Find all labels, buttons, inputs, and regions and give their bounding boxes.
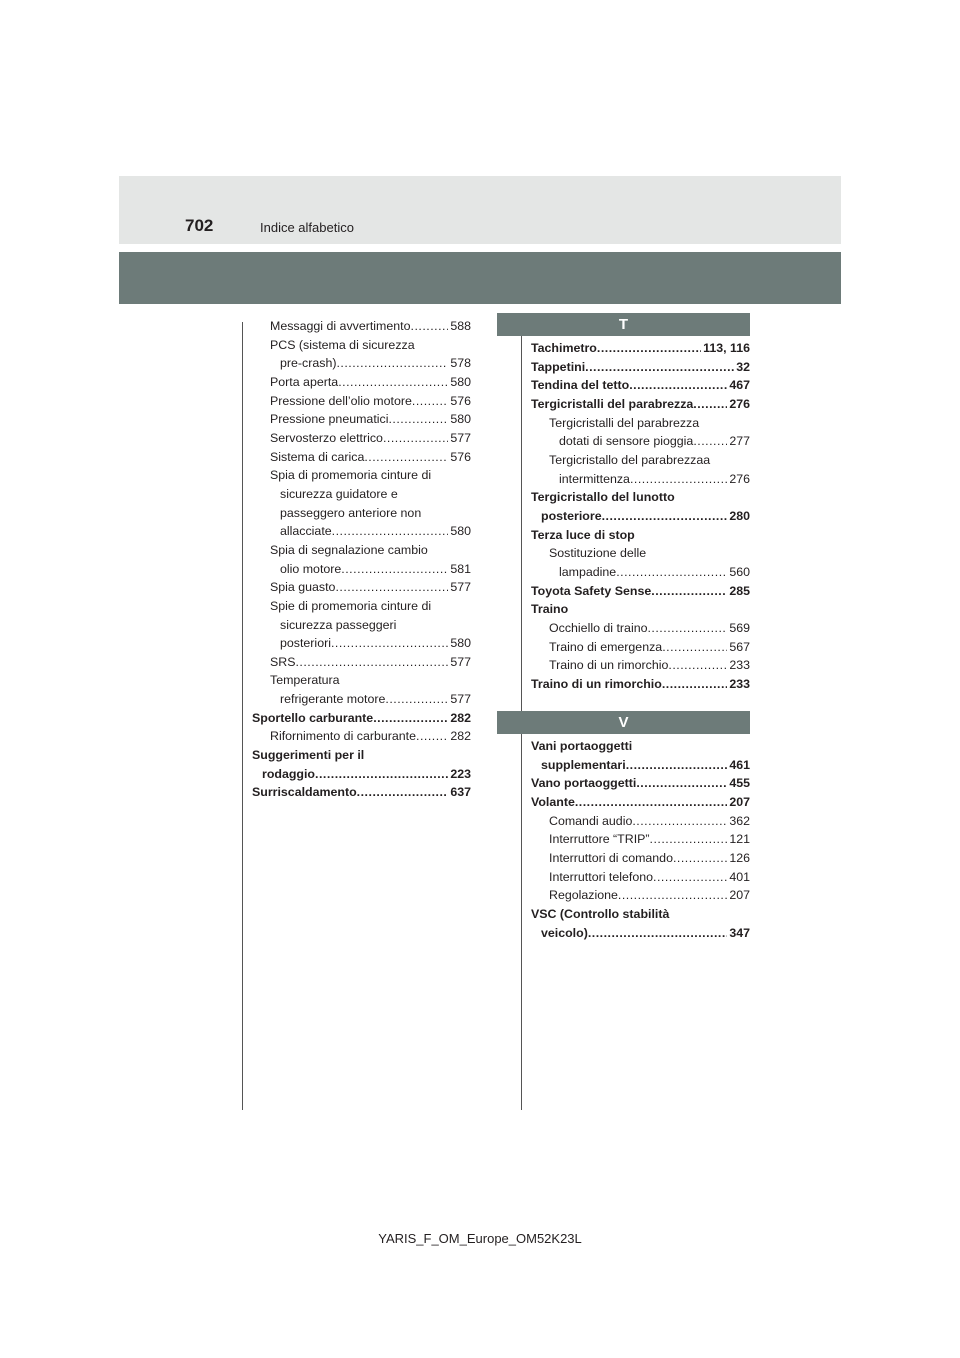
index-page-ref: 580 (450, 524, 471, 539)
index-entry-line (531, 563, 750, 582)
dot-leader (332, 522, 449, 541)
index-page-ref: 207 (729, 794, 750, 809)
index-entry-text: Sostituzione delle (549, 546, 647, 561)
index-entry-line (252, 373, 471, 392)
dot-leader (335, 578, 448, 597)
dot-leader (412, 392, 448, 411)
index-entry-text: Tergicristalli del parabrezza (549, 415, 700, 430)
index-entry-text: posteriori (280, 636, 331, 651)
index-entry (531, 849, 750, 868)
index-entry-line (531, 507, 750, 526)
index-entry (531, 886, 750, 905)
index-entry (531, 414, 750, 451)
index-page-ref: 467 (729, 378, 750, 393)
index-page-ref: 362 (729, 813, 750, 828)
index-entry-text: Sistema di carica (270, 449, 365, 464)
index-entry-text: allacciate (280, 524, 332, 539)
column-divider-left (242, 322, 243, 1110)
index-entry-text: olio motore (280, 561, 342, 576)
index-entry-text: Messaggi di avvertimento (270, 319, 411, 333)
index-page-ref: 276 (729, 471, 750, 486)
index-entry-text: Interruttori telefono (549, 869, 654, 884)
index-entry-text: Spia di promemoria cinture di (270, 468, 432, 483)
index-entry-line (252, 410, 471, 429)
index-page-ref: 637 (450, 785, 471, 800)
index-entry (252, 392, 471, 411)
index-entry-text: posteriore (541, 508, 602, 523)
index-page-ref: 401 (729, 869, 750, 884)
index-page-ref: 576 (450, 449, 471, 464)
index-entry-line (531, 812, 750, 831)
index-page-ref: 277 (729, 434, 750, 449)
index-entry-text: Comandi audio (549, 813, 633, 828)
index-entry (531, 737, 750, 774)
dot-leader (693, 432, 727, 451)
index-entry-line (252, 597, 471, 616)
index-entry (252, 709, 471, 728)
index-entry-text: Interruttore “TRIP” (549, 832, 650, 847)
index-entry-line (252, 392, 471, 411)
index-column-s (252, 317, 471, 802)
index-entry-text: Toyota Safety Sense (531, 583, 652, 598)
header-band (119, 176, 841, 244)
index-entry-text: Vano portaoggetti (531, 776, 637, 791)
index-entry (252, 671, 471, 708)
index-entry (252, 410, 471, 429)
index-page-ref: 282 (450, 729, 471, 744)
index-entry-text: Traino di un rimorchio (531, 676, 662, 691)
dot-leader (315, 765, 448, 784)
index-page-ref: 588 (450, 319, 471, 333)
index-page-ref: 569 (729, 620, 750, 635)
index-entry-text: Sportello carburante (252, 710, 374, 725)
dot-leader (626, 756, 728, 775)
index-entry-text: Surriscaldamento (252, 785, 357, 800)
index-entry-text: Vani portaoggetti (531, 739, 633, 753)
index-entry-text: SRS (270, 654, 296, 669)
index-entry-text: Terza luce di stop (531, 527, 635, 542)
index-entry (531, 339, 750, 358)
index-entry-text: VSC (Controllo stabilità (531, 906, 670, 921)
index-entry-line (531, 582, 750, 601)
index-page-ref: 126 (729, 850, 750, 865)
index-page-ref: 578 (450, 356, 471, 371)
dot-leader (383, 429, 448, 448)
index-entry (531, 376, 750, 395)
index-entry-line (531, 656, 750, 675)
index-entry-line (252, 522, 471, 541)
index-entry (531, 544, 750, 581)
index-page-ref: 580 (450, 374, 471, 389)
header-dark-band (119, 252, 841, 304)
index-entry-line (252, 485, 471, 504)
dot-leader (411, 317, 449, 336)
index-page-ref: 121 (729, 832, 750, 847)
index-entry-text: supplementari (541, 757, 626, 772)
index-entry-text: Tappetini (531, 359, 586, 374)
index-entry-text: intermittenza (559, 471, 630, 486)
index-entry (252, 727, 471, 746)
dot-leader (364, 448, 448, 467)
index-entry-line (531, 600, 750, 619)
index-entry (531, 774, 750, 793)
index-entry-text: Suggerimenti per il (252, 748, 365, 763)
index-page-ref: 577 (450, 580, 471, 595)
index-entry-text: sicurezza passeggeri (280, 617, 397, 632)
index-entry-line (252, 653, 471, 672)
index-entry-line (252, 671, 471, 690)
index-entry-text: Tendina del tetto (531, 378, 630, 393)
index-entry (531, 675, 750, 694)
dot-leader (585, 358, 734, 377)
index-entry-text: Temperatura (270, 673, 340, 688)
index-entry-text: Traino di emergenza (549, 639, 663, 654)
index-page-ref: 285 (729, 583, 750, 598)
index-entry-text: PCS (sistema di sicurezza (270, 337, 415, 352)
dot-leader (693, 395, 727, 414)
dot-leader (385, 690, 448, 709)
index-page-ref: 580 (450, 636, 471, 651)
index-entry (531, 451, 750, 488)
dot-leader (662, 638, 727, 657)
index-entry (252, 317, 471, 336)
dot-leader (647, 619, 727, 638)
index-entry-text: refrigerante motore (280, 692, 386, 707)
index-entry-text: Servosterzo elettrico (270, 430, 383, 445)
index-entry-line (252, 317, 471, 336)
index-entry-line (531, 849, 750, 868)
index-entry-line (531, 638, 750, 657)
index-entry-text: rodaggio (262, 766, 315, 781)
index-page-ref: 577 (450, 430, 471, 445)
index-page-ref: 347 (729, 925, 750, 940)
index-entry-line (531, 414, 750, 433)
index-page-ref: 207 (729, 888, 750, 903)
index-entry (531, 793, 750, 812)
dot-leader (597, 339, 701, 358)
index-entry-line (252, 634, 471, 653)
dot-leader (668, 656, 727, 675)
index-entry-line (252, 690, 471, 709)
letter-header-t: T (497, 313, 750, 336)
index-page-ref: 567 (729, 639, 750, 654)
index-entry (531, 488, 750, 525)
dot-leader (653, 868, 727, 887)
index-page-ref: 282 (450, 710, 471, 725)
index-column-v (531, 737, 750, 942)
index-entry-text: Spia di segnalazione cambio (270, 542, 428, 557)
index-entry-text: Tergicristallo del lunotto (531, 490, 675, 505)
index-entry-text: lampadine (559, 564, 617, 579)
dot-leader (636, 774, 727, 793)
index-entry-line (252, 560, 471, 579)
index-entry-line (252, 504, 471, 523)
index-entry (531, 868, 750, 887)
index-entry (252, 578, 471, 597)
index-entry-line (252, 578, 471, 597)
index-entry-text: Pressione pneumatici (270, 412, 389, 427)
index-entry-line (531, 675, 750, 694)
dot-leader (630, 470, 727, 489)
dot-leader (618, 886, 727, 905)
index-entry (252, 373, 471, 392)
index-entry-text: Rifornimento di carburante (270, 729, 417, 744)
index-entry-text: Spia guasto (270, 580, 336, 595)
dot-leader (673, 849, 727, 868)
index-column-t (531, 339, 750, 693)
index-entry-line (531, 451, 750, 470)
dot-leader (662, 675, 728, 694)
dot-leader (338, 373, 448, 392)
index-entry (252, 429, 471, 448)
index-page-ref: 455 (729, 776, 750, 791)
index-entry-text: passeggero anteriore non (280, 505, 422, 520)
index-entry-line (531, 830, 750, 849)
index-entry-line (252, 616, 471, 635)
index-page-ref: 576 (450, 393, 471, 408)
index-entry-line (531, 358, 750, 377)
index-entry-line (252, 765, 471, 784)
index-entry-line (531, 924, 750, 943)
index-entry (252, 746, 471, 783)
index-entry-text: Porta aperta (270, 374, 339, 389)
index-page-ref: 461 (729, 757, 750, 772)
dot-leader (373, 709, 448, 728)
index-entry (252, 336, 471, 373)
index-page-ref: 276 (729, 396, 750, 411)
index-entry-text: pre-crash) (280, 356, 337, 371)
index-entry-line (531, 395, 750, 414)
index-entry (252, 783, 471, 802)
index-entry (252, 466, 471, 541)
index-entry-line (252, 429, 471, 448)
index-entry (252, 597, 471, 653)
index-entry (252, 541, 471, 578)
index-entry-line (252, 354, 471, 373)
dot-leader (331, 634, 448, 653)
dot-leader (416, 727, 448, 746)
index-entry-line (252, 783, 471, 802)
dot-leader (588, 924, 727, 943)
dot-leader (295, 653, 448, 672)
index-page-ref: 233 (729, 676, 750, 691)
dot-leader (575, 793, 727, 812)
index-entry-line (531, 432, 750, 451)
section-title: Indice alfabetico (260, 220, 354, 235)
dot-leader (341, 560, 448, 579)
index-entry-line (252, 541, 471, 560)
index-entry-text: veicolo) (541, 925, 588, 940)
index-entry-line (252, 448, 471, 467)
index-page-ref: 581 (450, 561, 471, 576)
index-entry-text: Regolazione (549, 888, 618, 903)
index-page-ref: 577 (450, 692, 471, 707)
index-entry-text: Tergicristallo del parabrezzaa (549, 452, 711, 467)
index-entry-line (531, 488, 750, 507)
dot-leader (629, 376, 727, 395)
index-entry-text: sicurezza guidatore e (280, 486, 398, 501)
index-entry-text: Tergicristalli del parabrezza (531, 396, 694, 411)
dot-leader (616, 563, 727, 582)
index-entry-line (252, 727, 471, 746)
index-entry (531, 582, 750, 601)
index-entry-line (531, 774, 750, 793)
index-page-ref: 32 (736, 359, 750, 374)
index-entry (531, 812, 750, 831)
index-page-ref: 113, 116 (703, 341, 750, 355)
index-entry-line (531, 376, 750, 395)
index-page-ref: 577 (450, 654, 471, 669)
index-entry (531, 656, 750, 675)
index-entry-line (531, 544, 750, 563)
index-entry-line (531, 470, 750, 489)
index-entry (252, 448, 471, 467)
index-entry-line (252, 709, 471, 728)
index-entry-text: Occhiello di traino (549, 620, 648, 635)
dot-leader (651, 582, 727, 601)
index-entry-text: Volante (531, 794, 575, 809)
index-entry-text: Interruttori di comando (549, 850, 673, 865)
index-entry (531, 830, 750, 849)
index-entry-line (531, 619, 750, 638)
index-page-ref: 580 (450, 412, 471, 427)
index-entry (531, 526, 750, 545)
index-entry-line (531, 886, 750, 905)
index-entry-line (252, 746, 471, 765)
index-page-ref: 560 (729, 564, 750, 579)
index-entry (531, 395, 750, 414)
footer-document-code: YARIS_F_OM_Europe_OM52K23L (378, 1231, 582, 1246)
index-entry-text: Traino di un rimorchio (549, 658, 669, 673)
dot-leader (336, 354, 448, 373)
index-entry-line (531, 756, 750, 775)
dot-leader (602, 507, 728, 526)
index-entry-line (531, 526, 750, 545)
page-number: 702 (185, 216, 214, 235)
index-entry (531, 619, 750, 638)
index-entry-line (531, 339, 750, 358)
dot-leader (357, 783, 449, 802)
index-entry (531, 905, 750, 942)
index-entry-text: Pressione dell’olio motore (270, 393, 412, 408)
dot-leader (632, 812, 727, 831)
dot-leader (650, 830, 728, 849)
index-entry-line (531, 868, 750, 887)
index-entry (531, 358, 750, 377)
dot-leader (388, 410, 448, 429)
index-entry-line (252, 336, 471, 355)
index-entry (531, 638, 750, 657)
index-entry-text: Tachimetro (531, 341, 597, 355)
index-entry-line (531, 793, 750, 812)
letter-header-v: V (497, 711, 750, 734)
index-entry (252, 653, 471, 672)
index-entry-text: Traino (531, 602, 569, 617)
index-entry-line (252, 466, 471, 485)
index-entry-text: Spie di promemoria cinture di (270, 598, 432, 613)
index-entry-line (531, 737, 750, 756)
index-page-ref: 280 (729, 508, 750, 523)
index-entry-text: dotati di sensore pioggia (559, 434, 694, 449)
index-page-ref: 223 (450, 766, 471, 781)
index-page-ref: 233 (729, 658, 750, 673)
index-entry-line (531, 905, 750, 924)
index-entry (531, 600, 750, 619)
